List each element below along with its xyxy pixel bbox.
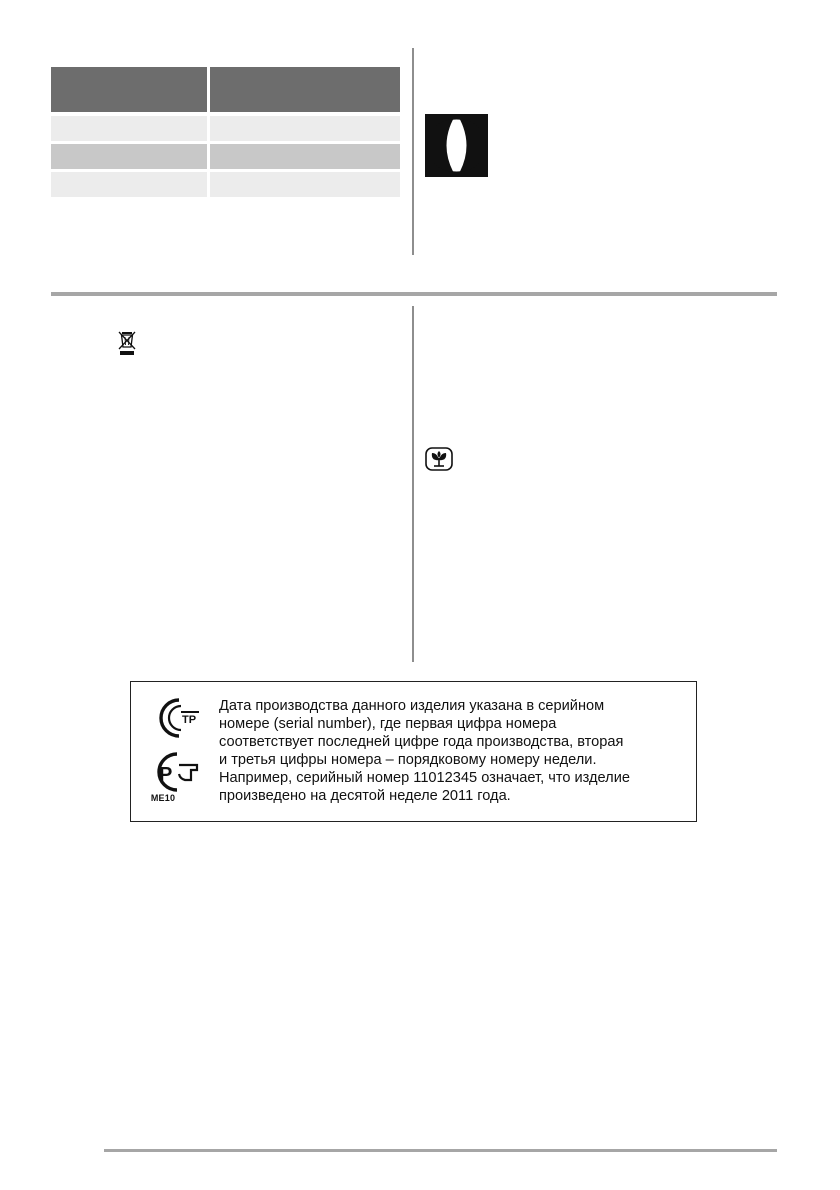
certification-code: ME10 bbox=[150, 793, 176, 803]
notice-line: номере (serial number), где первая цифра номера bbox=[219, 716, 557, 733]
column-divider-top bbox=[412, 48, 414, 255]
table-row bbox=[51, 116, 400, 141]
table-row bbox=[51, 172, 400, 197]
certification-notice bbox=[130, 681, 697, 822]
table-header-row bbox=[51, 67, 400, 112]
crossed-bin-icon bbox=[118, 330, 136, 356]
table-cell bbox=[210, 144, 400, 169]
table-cell bbox=[51, 116, 210, 141]
table-cell bbox=[210, 116, 400, 141]
spec-table bbox=[51, 67, 400, 197]
notice-line: и третья цифры номера – порядковому номеру недели. bbox=[219, 752, 597, 769]
notice-line: произведено на десятой неделе 2011 года. bbox=[219, 788, 511, 805]
svg-text:Р: Р bbox=[159, 764, 173, 786]
table-header-cell bbox=[210, 67, 400, 112]
footer-rule bbox=[104, 1149, 777, 1152]
table-row bbox=[51, 144, 400, 169]
svg-text:ТР: ТР bbox=[182, 714, 197, 726]
production-date-text bbox=[219, 697, 689, 806]
eco-flower-icon bbox=[425, 447, 453, 471]
table-header-cell bbox=[51, 67, 210, 112]
table-cell bbox=[51, 144, 210, 169]
notice-line: Дата производства данного изделия указана в серийном bbox=[219, 698, 605, 714]
electrolux-logo-icon bbox=[425, 114, 488, 177]
section-rule bbox=[51, 292, 777, 296]
table-cell bbox=[210, 172, 400, 197]
notice-line: Например, серийный номер 11012345 означает, что изделие bbox=[219, 770, 630, 787]
table-cell bbox=[51, 172, 210, 197]
notice-line: соответствует последней цифре года производства, вторая bbox=[219, 734, 624, 751]
column-divider-bottom bbox=[412, 306, 414, 662]
